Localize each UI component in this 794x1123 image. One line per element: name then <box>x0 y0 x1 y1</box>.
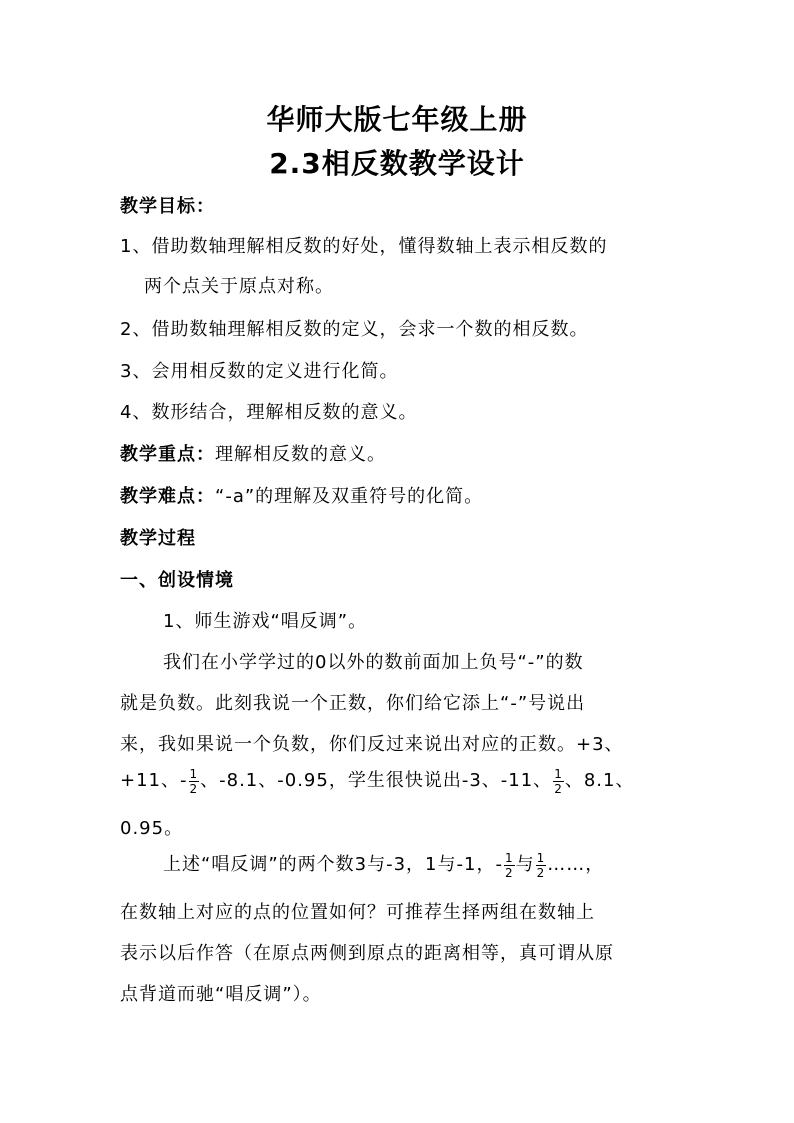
para1-line-3: 来，我如果说一个负数，你们反过来说出对应的正数。+3、 <box>120 734 624 755</box>
fraction-half <box>504 852 515 879</box>
fraction-half <box>189 768 200 795</box>
objective-1-line-1: 1、借助数轴理解相反数的好处，懂得数轴上表示相反数的 <box>120 236 608 257</box>
objective-2: 2、借助数轴理解相反数的定义，会求一个数的相反数。 <box>120 319 589 340</box>
para2-line-2: 在数轴上对应的点的位置如何？可推荐生择两组在数轴上 <box>120 902 595 923</box>
difficult-point-text: “-a”的理解及双重符号的化简。 <box>215 486 484 507</box>
para2-line-1-a: 上述“唱反调”的两个数3与-3，1与-1， <box>163 854 496 875</box>
para2-line-3: 表示以后作答（在原点两侧到原点的距离相等，真可谓从原 <box>120 943 614 964</box>
minus-sign: - <box>180 770 188 791</box>
para1-line-1: 我们在小学学过的0以外的数前面加上负号“-”的数 <box>163 652 584 673</box>
fraction-numerator: 1 <box>189 766 199 781</box>
document-subtitle: 2.3相反数教学设计 <box>269 147 525 180</box>
process-heading: 教学过程 <box>120 528 196 549</box>
para1-line-4-a: +11、 <box>120 770 180 791</box>
para1-line-5: 0.95。 <box>120 818 184 839</box>
difficult-point <box>120 482 483 508</box>
fraction-numerator: 1 <box>554 766 563 781</box>
key-point <box>120 440 386 466</box>
difficult-point-label: 教学难点： <box>120 486 215 507</box>
objective-3: 3、会用相反数的定义进行化简。 <box>120 361 399 382</box>
fraction-denominator: 2 <box>536 865 546 880</box>
objective-1-line-2: 两个点关于原点对称。 <box>144 276 334 297</box>
fraction-numerator: 1 <box>536 850 546 865</box>
fraction-numerator: 1 <box>504 850 514 865</box>
minus-sign: - <box>495 854 503 875</box>
para1-line-4 <box>120 766 634 795</box>
key-point-label: 教学重点： <box>120 444 215 465</box>
para1-line-4-c: 、8.1、 <box>564 770 635 791</box>
para1-line-4-b: 、-8.1、-0.95，学生很快说出-3、-11、 <box>200 770 553 791</box>
fraction-denominator: 2 <box>504 865 514 880</box>
fraction-denominator: 2 <box>554 781 563 796</box>
para2-line-1-b: ……， <box>547 854 605 875</box>
para2-line-1 <box>163 850 604 879</box>
fraction-denominator: 2 <box>189 781 199 796</box>
para1-line-2: 就是负数。此刻我说一个正数，你们给它添上“-”号说出 <box>120 693 586 714</box>
para2-line-1-mid: 与 <box>515 854 535 875</box>
fraction-half <box>536 852 547 879</box>
key-point-text: 理解相反数的意义。 <box>215 444 386 465</box>
game-line: 1、师生游戏“唱反调”。 <box>163 611 368 632</box>
para2-line-4: 点背道而驰“唱反调”）。 <box>120 984 322 1005</box>
objectives-heading: 教学目标： <box>120 196 215 217</box>
section-1-heading: 一、创设情境 <box>120 570 234 591</box>
fraction-half <box>553 768 564 795</box>
objective-4: 4、数形结合，理解相反数的意义。 <box>120 402 418 423</box>
document-title: 华师大版七年级上册 <box>266 103 528 136</box>
